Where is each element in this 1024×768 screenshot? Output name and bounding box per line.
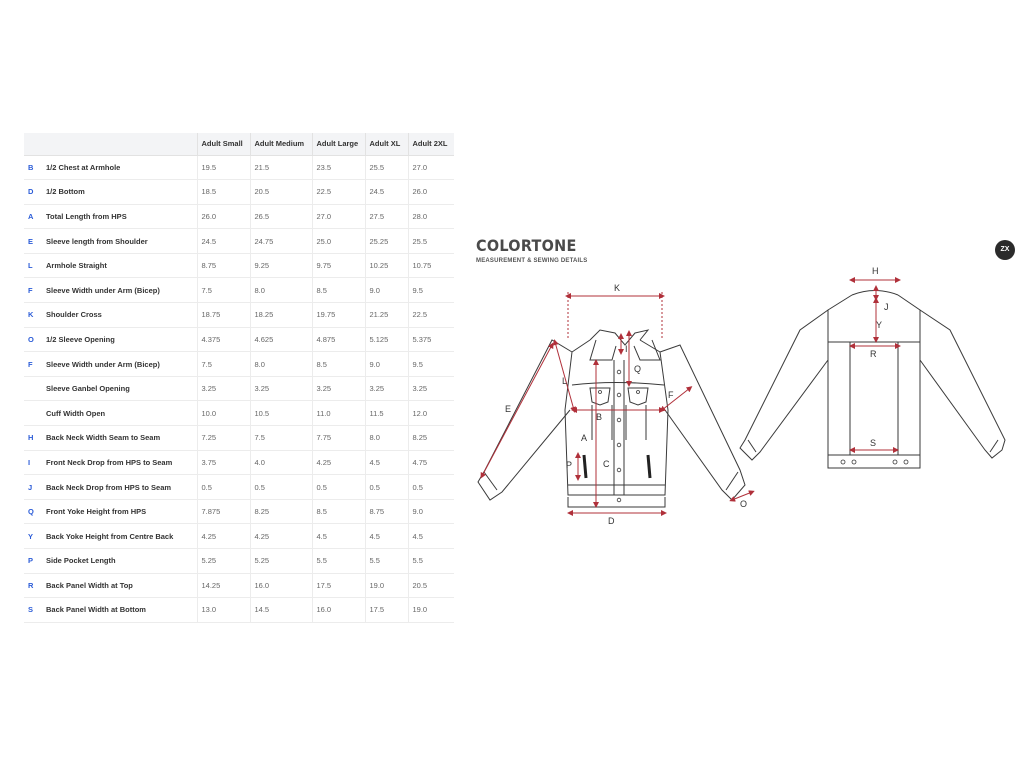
measure-value: 26.0 [197,204,250,229]
measure-code: E [24,229,42,254]
measure-value: 9.5 [408,352,454,377]
measure-label: Side Pocket Length [42,549,197,574]
measure-value: 9.25 [250,253,312,278]
measure-value: 25.0 [312,229,365,254]
measure-value: 5.375 [408,327,454,352]
measure-value: 21.25 [365,303,408,328]
label-k: K [614,283,621,293]
measure-value: 9.0 [365,278,408,303]
zx-badge: ZX [995,240,1015,260]
measure-value: 11.0 [312,401,365,426]
measure-value: 5.125 [365,327,408,352]
label-c: C [603,459,610,469]
measure-code: R [24,573,42,598]
measure-value: 12.0 [408,401,454,426]
measure-label: Armhole Straight [42,253,197,278]
measure-value: 17.5 [312,573,365,598]
label-a: A [581,433,588,443]
measure-value: 7.5 [197,352,250,377]
measure-value: 22.5 [312,180,365,205]
measure-value: 3.25 [197,376,250,401]
label-d: D [608,516,615,526]
measure-value: 16.0 [250,573,312,598]
measure-value: 20.5 [250,180,312,205]
measure-value: 21.5 [250,155,312,180]
measure-code: P [24,549,42,574]
measure-value: 26.5 [250,204,312,229]
measure-value: 0.5 [250,475,312,500]
measure-value: 4.5 [365,524,408,549]
measure-value: 13.0 [197,598,250,623]
measure-value: 4.75 [408,450,454,475]
measure-value: 25.25 [365,229,408,254]
measure-code: O [24,327,42,352]
measure-value: 8.75 [365,499,408,524]
measure-value: 5.5 [312,549,365,574]
measure-value: 5.5 [408,549,454,574]
measure-label: Sleeve Width under Arm (Bicep) [42,352,197,377]
measure-value: 4.875 [312,327,365,352]
measure-code: D [24,180,42,205]
measure-value: 3.75 [197,450,250,475]
label-j: J [884,302,889,312]
measure-value: 7.875 [197,499,250,524]
measure-value: 4.25 [312,450,365,475]
front-measure-lines [482,292,752,513]
measure-value: 22.5 [408,303,454,328]
measure-value: 7.75 [312,426,365,451]
measure-code: K [24,303,42,328]
measure-value: 4.5 [408,524,454,549]
measure-code: J [24,475,42,500]
measure-value: 4.25 [250,524,312,549]
back-measure-labels [870,266,889,448]
label-b: B [596,412,603,422]
measure-value: 5.25 [197,549,250,574]
label-q: Q [634,364,642,374]
front-jacket-outline [478,330,748,509]
back-buttons [841,460,908,464]
measure-value: 8.75 [197,253,250,278]
measure-value: 7.5 [250,426,312,451]
measure-label: Front Yoke Height from HPS [42,499,197,524]
measure-code: L [24,253,42,278]
brand-subtitle: MEASUREMENT & SEWING DETAILS [476,258,588,264]
measure-value: 4.0 [250,450,312,475]
back-measure-lines [852,280,898,450]
measure-value: 8.5 [312,352,365,377]
measure-value: 5.25 [250,549,312,574]
measure-value: 26.0 [408,180,454,205]
measure-value: 19.5 [197,155,250,180]
measure-label: Back Neck Width Seam to Seam [42,426,197,451]
column-header: Adult 2XL [408,133,454,155]
measure-value: 18.25 [250,303,312,328]
measure-label: Cuff Width Open [42,401,197,426]
measure-value: 8.25 [250,499,312,524]
label-r: R [870,349,877,359]
measure-label: Back Yoke Height from Centre Back [42,524,197,549]
measure-value: 9.0 [408,499,454,524]
measure-value: 3.25 [408,376,454,401]
measure-value: 7.25 [197,426,250,451]
measure-label: Sleeve length from Shoulder [42,229,197,254]
measure-value: 27.0 [408,155,454,180]
measure-value: 14.25 [197,573,250,598]
measure-value: 25.5 [365,155,408,180]
measure-value: 14.5 [250,598,312,623]
measure-value: 5.5 [365,549,408,574]
measure-label: Back Panel Width at Top [42,573,197,598]
measure-value: 18.75 [197,303,250,328]
label-l: L [562,376,568,386]
front-buttons [599,370,640,502]
measure-label: Sleeve Ganbel Opening [42,376,197,401]
measure-value: 25.5 [408,229,454,254]
measure-code: S [24,598,42,623]
measure-value: 8.5 [312,278,365,303]
measure-label: Total Length from HPS [42,204,197,229]
measure-value: 3.25 [365,376,408,401]
measure-value: 24.5 [365,180,408,205]
measure-value: 0.5 [197,475,250,500]
measure-value: 17.5 [365,598,408,623]
measure-value: 4.5 [312,524,365,549]
measure-value: 9.0 [365,352,408,377]
measure-value: 8.0 [365,426,408,451]
measure-label: 1/2 Chest at Armhole [42,155,197,180]
measure-value: 8.25 [408,426,454,451]
label-h: H [872,266,879,276]
column-header: Adult Large [312,133,365,155]
measure-label: Back Panel Width at Bottom [42,598,197,623]
label-y: Y [876,320,883,330]
measure-label: Front Neck Drop from HPS to Seam [42,450,197,475]
measure-value: 0.5 [312,475,365,500]
measure-value: 3.25 [312,376,365,401]
measure-label: Shoulder Cross [42,303,197,328]
measure-label: 1/2 Sleeve Opening [42,327,197,352]
measure-value: 9.75 [312,253,365,278]
measure-value: 8.5 [312,499,365,524]
measure-value: 19.0 [408,598,454,623]
measure-value: 8.0 [250,352,312,377]
column-header: Adult XL [365,133,408,155]
measure-value: 27.5 [365,204,408,229]
measure-value: 23.5 [312,155,365,180]
measure-code: F [24,352,42,377]
measure-value: 4.625 [250,327,312,352]
measure-value: 11.5 [365,401,408,426]
measure-value: 28.0 [408,204,454,229]
measure-code: I [24,450,42,475]
measure-value: 19.75 [312,303,365,328]
measure-code: Q [24,499,42,524]
label-i: I [625,344,628,354]
brand-name: COLORTONE [476,236,577,255]
measure-code: H [24,426,42,451]
side-pocket-left [584,455,586,478]
side-pocket-right [648,455,650,478]
column-header: Adult Small [197,133,250,155]
measure-value: 7.5 [197,278,250,303]
measure-value: 9.5 [408,278,454,303]
label-f: F [668,390,674,400]
label-e: E [505,404,512,414]
front-measure-labels [505,283,747,526]
measure-code: F [24,278,42,303]
measure-value: 10.0 [197,401,250,426]
label-o: O [740,499,748,509]
column-header: Adult Medium [250,133,312,155]
label-s: S [870,438,877,448]
measure-value: 10.25 [365,253,408,278]
measure-value: 8.0 [250,278,312,303]
measure-value: 20.5 [408,573,454,598]
measure-label: Back Neck Drop from HPS to Seam [42,475,197,500]
label-p: P [566,460,573,470]
measure-value: 3.25 [250,376,312,401]
measure-value: 4.375 [197,327,250,352]
measure-value: 4.5 [365,450,408,475]
measure-code: B [24,155,42,180]
measure-value: 16.0 [312,598,365,623]
measure-label: 1/2 Bottom [42,180,197,205]
measure-value: 0.5 [408,475,454,500]
measure-code: Y [24,524,42,549]
measure-code: A [24,204,42,229]
measure-value: 19.0 [365,573,408,598]
measure-value: 18.5 [197,180,250,205]
measure-value: 24.5 [197,229,250,254]
measure-value: 10.5 [250,401,312,426]
measure-value: 0.5 [365,475,408,500]
measure-label: Sleeve Width under Arm (Bicep) [42,278,197,303]
measure-value: 27.0 [312,204,365,229]
measure-value: 4.25 [197,524,250,549]
measure-value: 24.75 [250,229,312,254]
measure-value: 10.75 [408,253,454,278]
